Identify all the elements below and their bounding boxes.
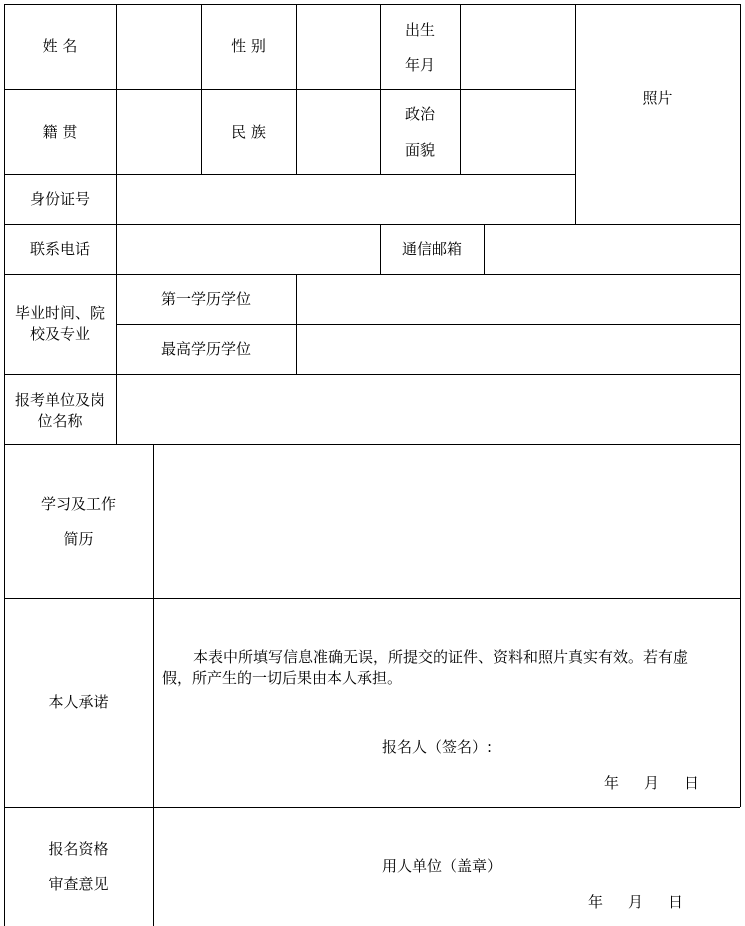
position-label-line2: 位名称 <box>37 412 83 430</box>
email-label: 通信邮箱 <box>401 240 462 258</box>
photo-area[interactable] <box>576 5 740 224</box>
political-label-line2: 面貌 <box>404 141 435 159</box>
highest-degree-field[interactable] <box>297 325 740 374</box>
review-label-line2: 审查意见 <box>48 875 109 893</box>
first-degree-field[interactable] <box>297 275 740 324</box>
pledge-text-line1: 本表中所填写信息准确无误，所提交的证件、资料和照片真实有效。若有虚 <box>193 648 689 666</box>
political-status-field[interactable] <box>461 90 575 174</box>
first-degree-label: 第一学历学位 <box>160 290 251 308</box>
native-place-label: 籍 贯 <box>42 123 78 141</box>
photo-label: 照片 <box>642 89 673 107</box>
resume-label-line1: 学习及工作 <box>40 495 116 513</box>
pledge-month-label: 月 <box>644 774 660 792</box>
pledge-day-label: 日 <box>684 774 700 792</box>
id-number-label: 身份证号 <box>29 190 90 208</box>
native-place-field[interactable] <box>117 90 201 174</box>
employer-seal-area[interactable] <box>154 808 740 926</box>
rule <box>4 598 740 599</box>
position-field[interactable] <box>117 375 740 444</box>
employer-seal-label: 用人单位（盖章） <box>382 857 503 875</box>
birth-label-line1: 出生 <box>404 21 435 39</box>
gender-field[interactable] <box>297 5 380 89</box>
id-number-field[interactable] <box>117 175 575 224</box>
birth-label-line2: 年月 <box>404 56 435 74</box>
ethnicity-field[interactable] <box>297 90 380 174</box>
political-label-line1: 政治 <box>404 105 435 123</box>
rule <box>740 4 741 807</box>
position-label-line1: 报考单位及岗 <box>14 391 105 409</box>
review-day-label: 日 <box>668 893 684 911</box>
education-label-line1: 毕业时间、院 <box>14 304 105 322</box>
rule <box>201 4 202 174</box>
name-field[interactable] <box>117 5 201 89</box>
pledge-year-label: 年 <box>604 774 620 792</box>
resume-label-line2: 简历 <box>63 530 94 548</box>
birth-date-field[interactable] <box>461 5 575 89</box>
ethnicity-label: 民 族 <box>231 123 266 141</box>
review-month-label: 月 <box>628 893 644 911</box>
phone-label: 联系电话 <box>29 240 90 258</box>
name-label: 姓 名 <box>42 37 78 55</box>
signer-label: 报名人（签名）: <box>382 738 493 756</box>
pledge-label: 本人承诺 <box>48 693 109 711</box>
signature-field[interactable] <box>500 734 700 760</box>
highest-degree-label: 最高学历学位 <box>160 340 251 358</box>
gender-label: 性 别 <box>231 37 266 55</box>
review-label-line1: 报名资格 <box>48 840 109 858</box>
review-year-label: 年 <box>588 893 604 911</box>
phone-field[interactable] <box>117 225 380 274</box>
education-label-line2: 校及专业 <box>29 325 90 343</box>
email-field[interactable] <box>485 225 740 274</box>
resume-field[interactable] <box>154 445 740 598</box>
pledge-text-line2: 假，所产生的一切后果由本人承担。 <box>162 669 403 687</box>
